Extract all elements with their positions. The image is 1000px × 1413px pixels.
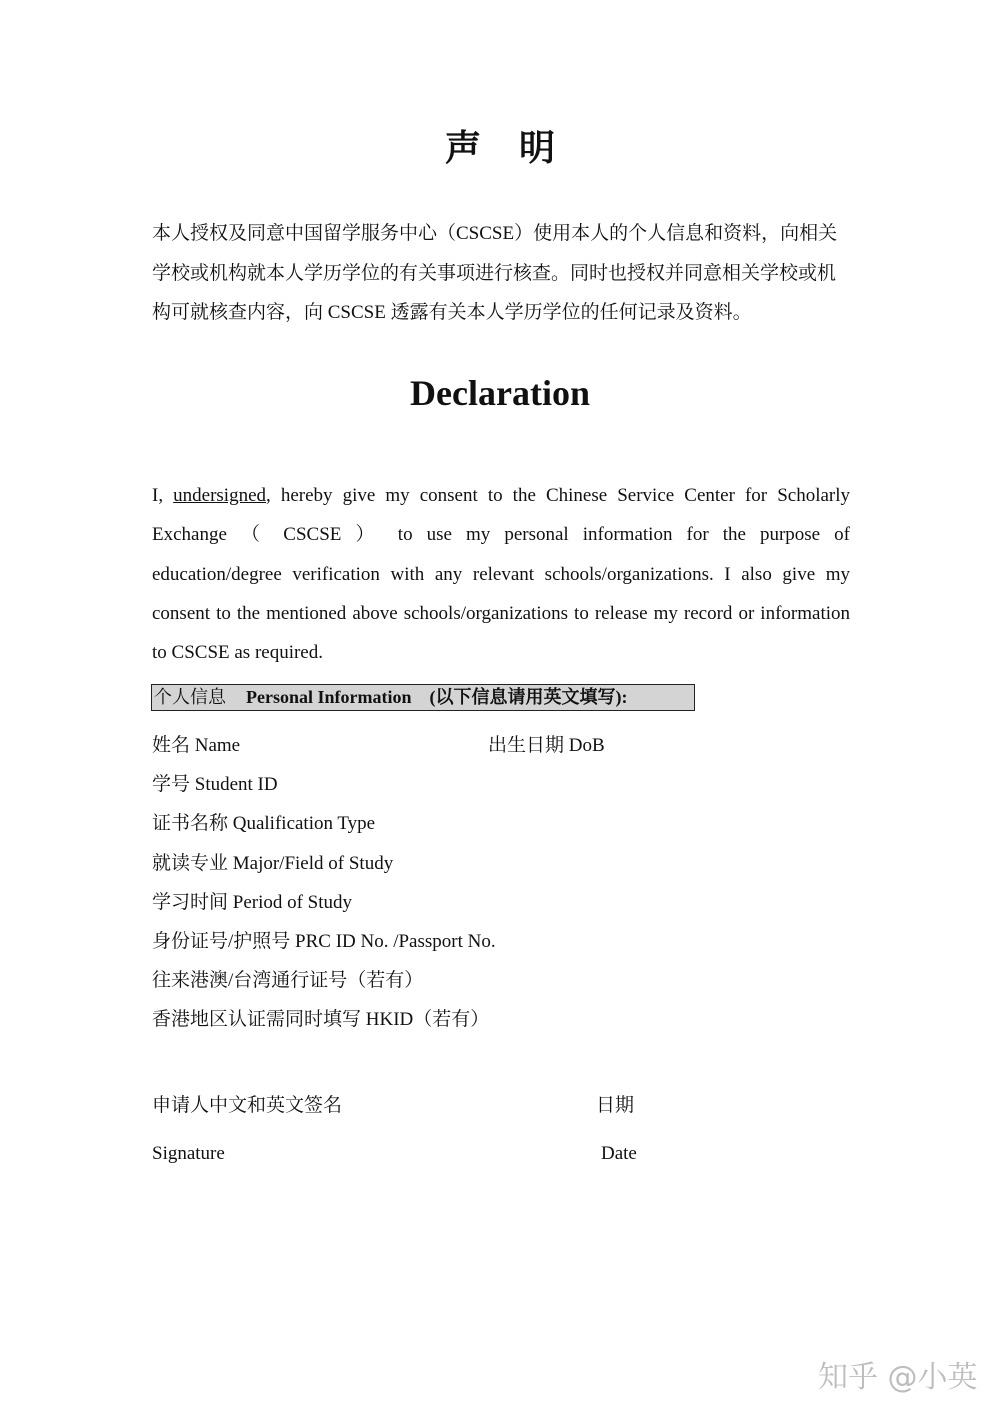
personal-information-header bbox=[151, 684, 695, 711]
undersigned-word: undersigned bbox=[173, 485, 267, 506]
info-header-note: (以下信息请用英文填写): bbox=[429, 687, 628, 707]
field-name: 姓名 Name bbox=[152, 735, 241, 756]
date-label-cn: 日期 bbox=[596, 1095, 635, 1116]
english-title: Declaration bbox=[410, 373, 590, 413]
date-label-en: Date bbox=[601, 1143, 637, 1164]
field-qualification-type: 证书名称 Qualification Type bbox=[152, 813, 376, 834]
field-major: 就读专业 Major/Field of Study bbox=[152, 853, 394, 874]
paragraph-prefix: I, bbox=[152, 485, 174, 506]
field-dob: 出生日期 DoB bbox=[488, 735, 605, 756]
info-header-en: Personal Information bbox=[246, 687, 412, 707]
signature-label-en: Signature bbox=[152, 1143, 225, 1164]
field-id-passport: 身份证号/护照号 PRC ID No. /Passport No. bbox=[152, 931, 496, 952]
signature-label-cn: 申请人中文和英文签名 bbox=[152, 1095, 343, 1116]
chinese-title: 声明 bbox=[444, 128, 593, 169]
field-student-id: 学号 Student ID bbox=[152, 774, 278, 795]
chinese-declaration-paragraph: 本人授权及同意中国留学服务中心（CSCSE）使用本人的个人信息和资料，向相关学校或机构就本人学历学位的有关事项进行核查。同时也授权并同意相关学校或机构可就核查内容，向 CSCSE 透露有关本人学历学位的任何记录及资料。 bbox=[152, 223, 838, 323]
english-declaration-paragraph bbox=[152, 476, 850, 672]
zhihu-watermark: 知乎 @小英 bbox=[818, 1360, 978, 1395]
field-hkid: 香港地区认证需同时填写 HKID（若有） bbox=[152, 1009, 490, 1030]
info-header-cn: 个人信息 bbox=[154, 687, 226, 707]
paragraph-body: , hereby give my consent to the Chinese Service Center for Scholarly Exchange （ CSCSE ） to use my personal information for the purpose of education/degree verification with any relevant schools/organizations. I also give my consent to the mentioned above schools/organizations to release my record or information to CSCSE as required. bbox=[152, 485, 851, 664]
field-travel-permit: 往来港澳/台湾通行证号（若有） bbox=[152, 970, 424, 991]
field-period-of-study: 学习时间 Period of Study bbox=[152, 892, 353, 913]
